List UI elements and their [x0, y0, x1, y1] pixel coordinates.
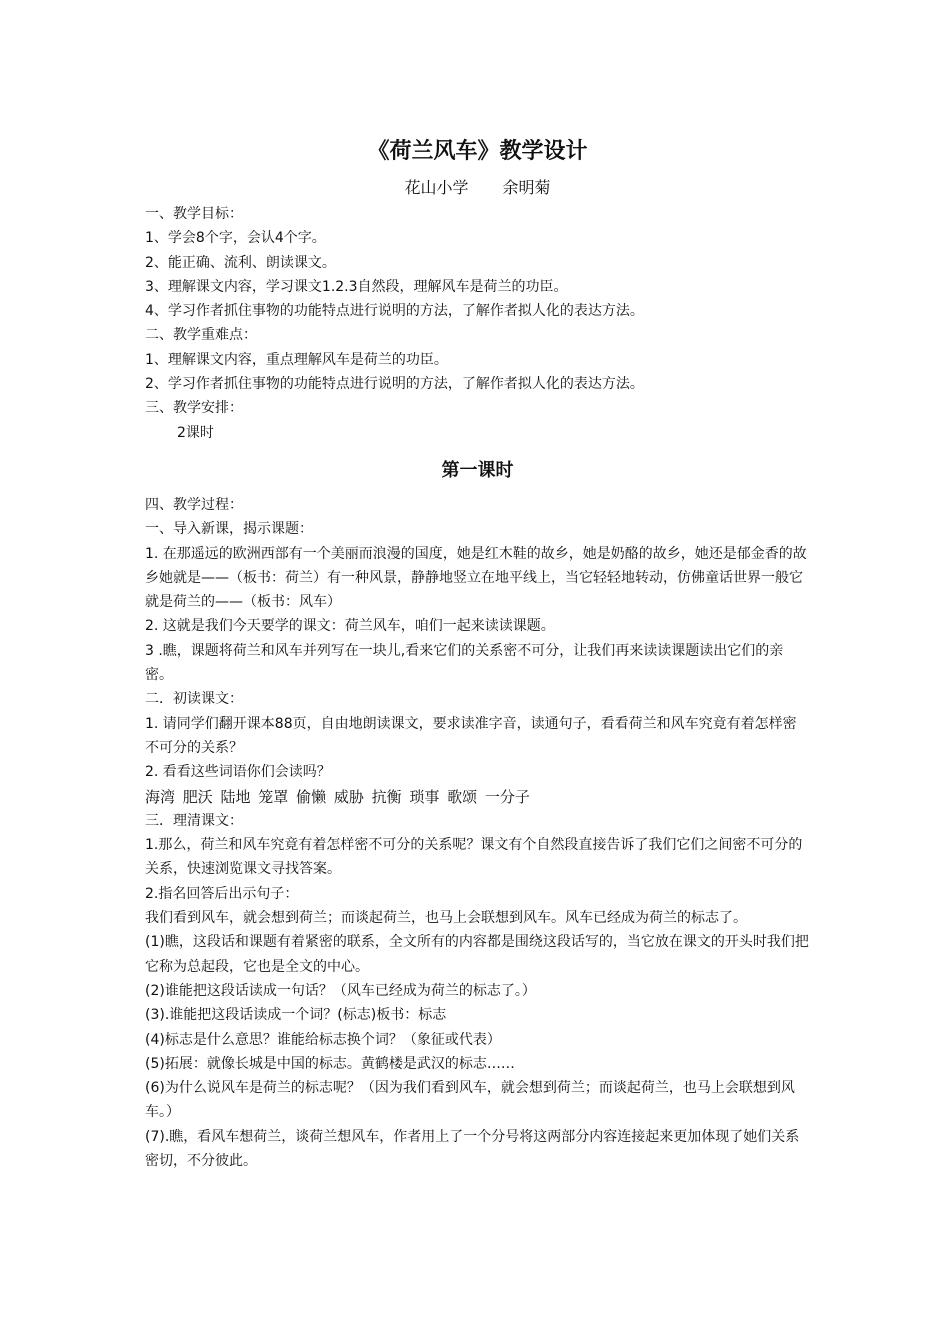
paragraph: 2、学习作者抓住事物的功能特点进行说明的方法，了解作者拟人化的表达方法。	[145, 376, 644, 393]
paragraph: (5)拓展：就像长城是中国的标志。黄鹤楼是武汉的标志……	[145, 1055, 515, 1072]
paragraph: (6)为什么说风车是荷兰的标志呢？（因为我们看到风车，就会想到荷兰；而谈起荷兰，也马上会联想到风车。）	[145, 1080, 795, 1121]
paragraph: 1. 请同学们翻开课本88页，自由地朗读课文，要求读准字音，读通句子，看看荷兰和风车究竟有着怎样密不可分的关系？	[145, 715, 797, 756]
paragraph: 1、理解课文内容，重点理解风车是荷兰的功臣。	[145, 351, 448, 368]
paragraph: 1、学会8个字，会认4个字。	[145, 230, 326, 247]
process-section	[145, 493, 810, 1173]
paragraph: 四、教学过程：	[145, 496, 243, 513]
schedule-text: 2课时	[177, 424, 214, 441]
paragraph: 1.那么，荷兰和风车究竟有着怎样密不可分的关系呢？课文有个自然段直接告诉了我们它们之间密不可分的关系，快速浏览课文寻找答案。	[145, 837, 803, 878]
document-body	[145, 136, 810, 1173]
paragraph: 三．理清课文：	[145, 812, 243, 829]
document-title: 《荷兰风车》教学设计	[367, 139, 588, 164]
paragraph: 2. 看看这些词语你们会读吗？	[145, 764, 331, 781]
paragraph: (1)瞧，这段话和课题有着紧密的联系，全文所有的内容都是围绕这段话写的，当它放在课文的开头时我们把它称为总起段，它也是全文的中心。	[145, 934, 809, 975]
paragraph: (2)谁能把这段话读成一句话？（风车已经成为荷兰的标志了。）	[145, 982, 536, 999]
section-heading: 第一课时	[441, 459, 514, 481]
paragraph: (3).谁能把这段话读成一个词？(标志)板书：标志	[145, 1007, 447, 1024]
paragraph: (7).瞧，看风车想荷兰，谈荷兰想风车，作者用上了一个分号将这两部分内容连接起来更加体现了她们关系密切，不分彼此。	[145, 1128, 800, 1169]
paragraph: 2. 这就是我们今天要学的课文：荷兰风车，咱们一起来读读课题。	[145, 618, 555, 635]
paragraph: 3 .瞧，课题将荷兰和风车并列写在一块儿,看来它们的关系密不可分，让我们再来读读课题读出它们的亲密。	[145, 642, 784, 684]
byline	[145, 176, 810, 200]
paragraph: 1. 在那遥远的欧洲西部有一个美丽而浪漫的国度，她是红木鞋的故乡，她是奶酪的故乡，她还是郁金香的故乡她就是——（板书：荷兰）有一种风景，静静地竖立在地平线上，当它轻轻地转动，仿佛童话世界一般它就是荷兰的——（板书：风车）	[145, 545, 807, 611]
paragraph: 2.指名回答后出示句子：	[145, 885, 299, 902]
paragraph: 我们看到风车，就会想到荷兰；而谈起荷兰，也马上会联想到风车。风车已经成为荷兰的标志了。	[145, 910, 747, 927]
school-name: 花山小学	[404, 178, 469, 197]
paragraph: 二、教学重难点：	[145, 327, 257, 344]
paragraph: 3、理解课文内容，学习课文1.2.3自然段，理解风车是荷兰的功臣。	[145, 278, 568, 295]
author-name: 余明菊	[502, 178, 551, 197]
paragraph: 一、导入新课，揭示课题：	[145, 521, 313, 538]
paragraph: 2、能正确、流利、朗读课文。	[145, 254, 336, 271]
paragraph: (4)标志是什么意思？谁能给标志换个词？（象征或代表）	[145, 1031, 501, 1048]
paragraph: 三、教学安排：	[145, 400, 243, 417]
objectives-section	[145, 202, 810, 445]
paragraph: 4、学习作者抓住事物的功能特点进行说明的方法，了解作者拟人化的表达方法。	[145, 303, 644, 320]
vocabulary-list: 海湾 肥沃 陆地 笼罩 偷懒 威胁 抗衡 琐事 歌颂 一分子	[145, 787, 530, 806]
paragraph: 一、教学目标：	[145, 206, 243, 222]
paragraph: 二．初读课文：	[145, 691, 243, 708]
